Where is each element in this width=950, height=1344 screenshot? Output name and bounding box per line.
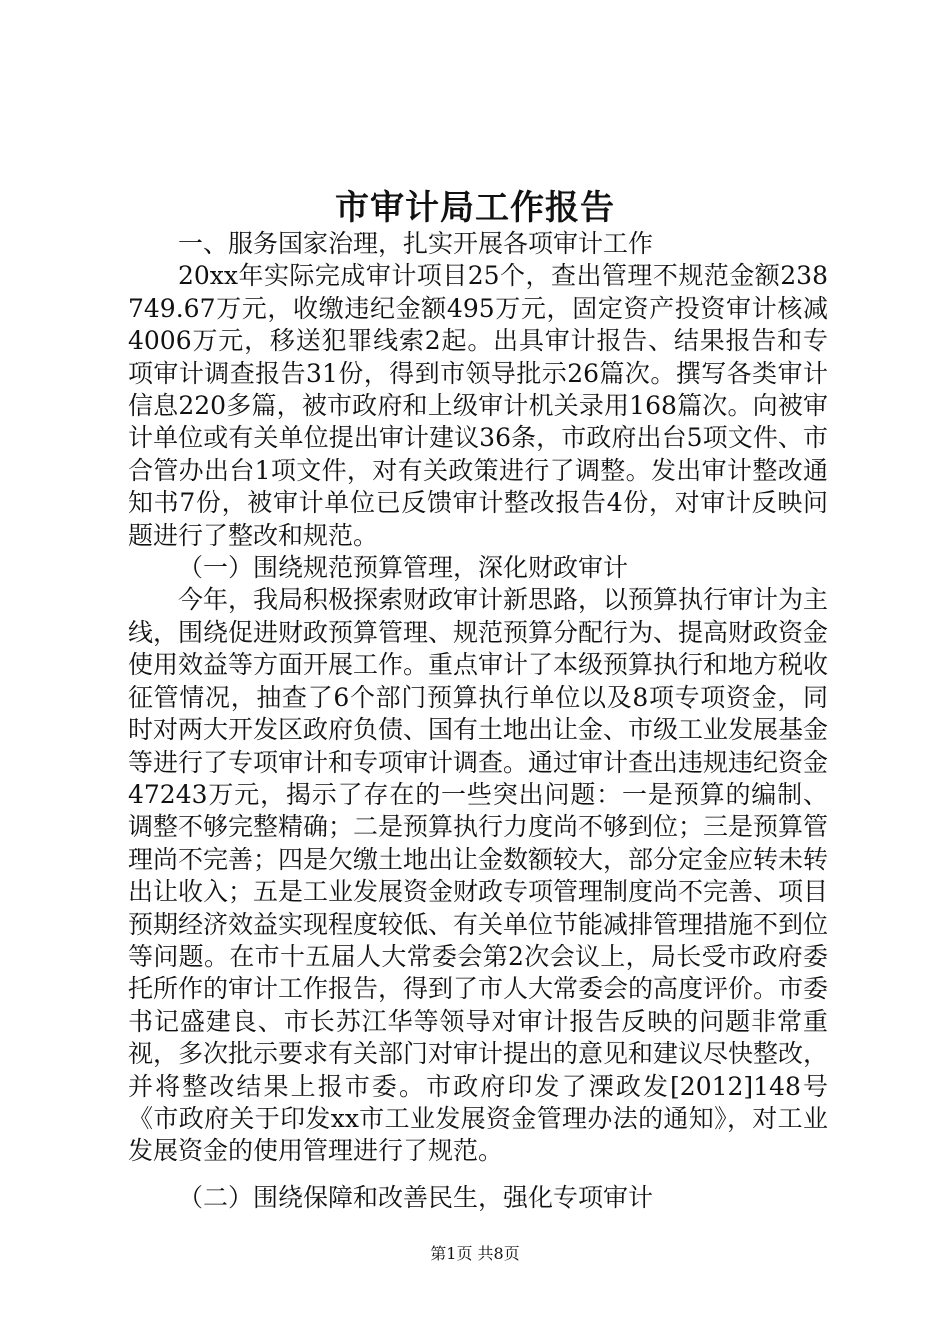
page-footer: 第1页 共8页 — [430, 1244, 520, 1263]
document-body — [128, 228, 828, 1214]
subsection-heading-2: （二）围绕保障和改善民生，强化专项审计 — [178, 1182, 654, 1212]
section-heading-1: 一、服务国家治理，扎实开展各项审计工作 — [178, 229, 654, 258]
document-title: 市审计局工作报告 — [335, 188, 615, 228]
subsection-heading-1: （一）围绕规范预算管理，深化财政审计 — [178, 553, 629, 583]
paragraph-summary: 20xx年实际完成审计项目25个，查出管理不规范金额238749.67万元，收缴违纪金额495万元，固定资产投资审计核减4006万元，移送犯罪线索2起。出具审计报告、结果报告和专项审计调查报告31份，得到市领导批示26篇次。撰写各类审计信息220多篇，被市政府和上级审计机关录用168篇次。向被审计单位或有关单位提出审计建议36条，市政府出台5项文件、市合管办出台1项文件，对有关政策进行了调整。发出审计整改通知书7份，被审计单位已反馈审计整改报告4份，对审计反映问题进行了整改和规范。 — [128, 261, 828, 550]
paragraph-fiscal-audit: 今年，我局积极探索财政审计新思路，以预算执行审计为主线，围绕促进财政预算管理、规范预算分配行为、提高财政资金使用效益等方面开展工作。重点审计了本级预算执行和地方税收征管情况，抽查了6个部门预算执行单位以及8项专项资金，同时对两大开发区政府负债、国有土地出让金、市级工业发展基金等进行了专项审计和专项审计调查。通过审计查出违规违纪资金47243万元，揭示了存在的一些突出问题：一是预算的编制、调整不够完整精确；二是预算执行力度尚不够到位；三是预算管理尚不完善；四是欠缴土地出让金数额较大，部分定金应转未转出让收入；五是工业发展资金财政专项管理制度尚不完善、项目预期经济效益实现程度较低、有关单位节能减排管理措施不到位等问题。在市十五届人大常委会第2次会议上，局长受市政府委托所作的审计工作报告，得到了市人大常委会的高度评价。市委书记盛建良、市长苏江华等领导对审计报告反映的问题非常重视，多次批示要求有关部门对审计提出的意见和建议尽快整改，并将整改结果上报市委。市政府印发了溧政发[2012]148号《市政府关于印发xx市工业发展资金管理办法的通知》，对工业发展资金的使用管理进行了规范。 — [128, 585, 829, 1166]
